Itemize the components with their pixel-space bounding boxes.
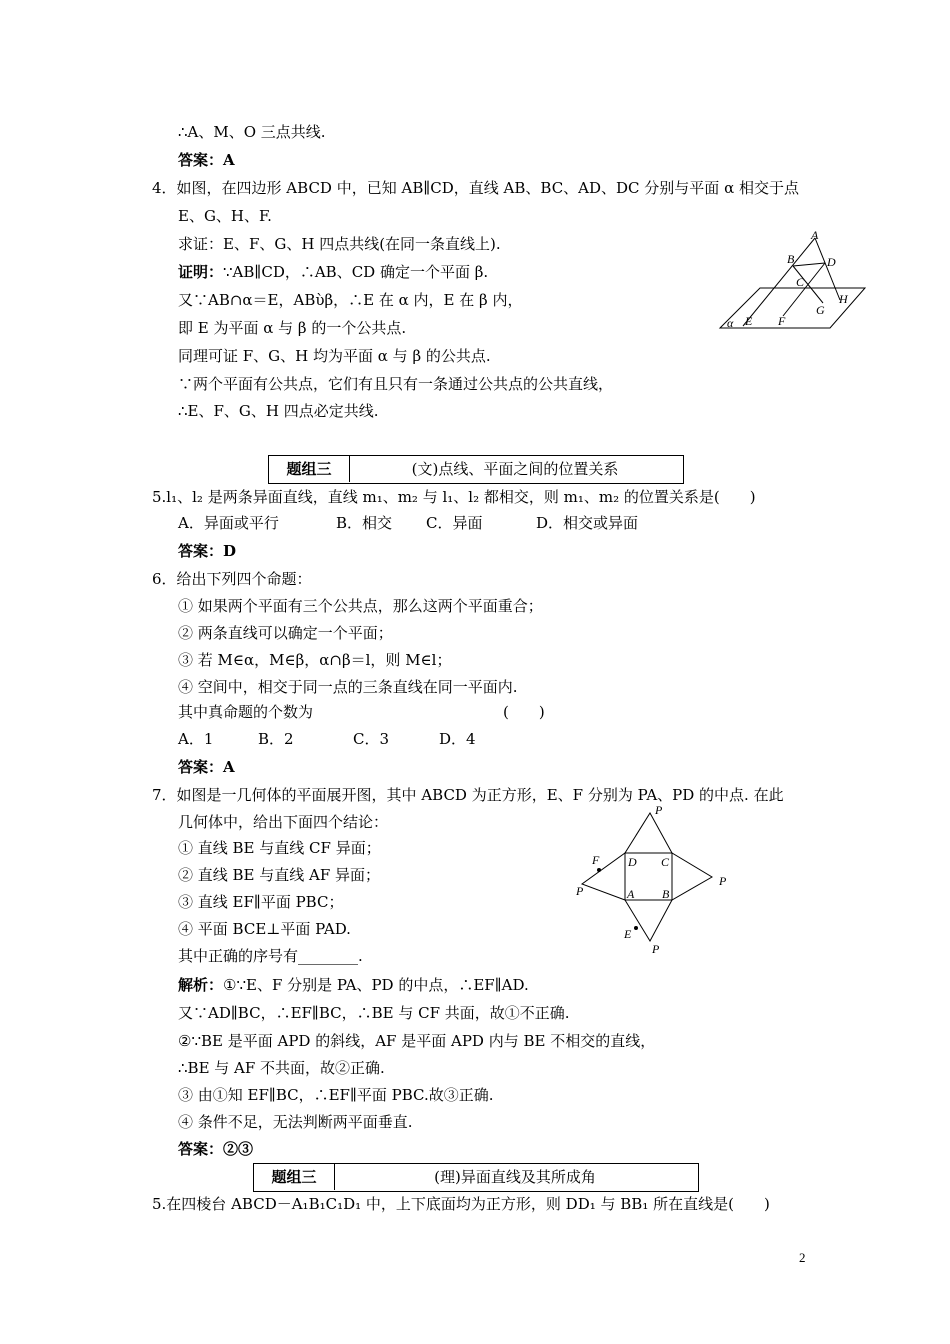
section-name: 题组三: [269, 456, 350, 482]
fig4-label-h: H: [839, 292, 848, 306]
q7-analysis-line6: ④ 条件不足，无法判断两平面垂直.: [178, 1113, 413, 1131]
q4-proof-line4: 同理可证 F、G、H 均为平面 α 与 β 的公共点.: [178, 347, 491, 365]
section-header-wen: [268, 455, 684, 484]
q4-stem-line2: E、G、H、F.: [178, 207, 272, 225]
q6-question: 其中真命题的个数为: [178, 703, 314, 721]
section-title: (文)点线、平面之间的位置关系: [411, 460, 619, 478]
fig4-label-d: D: [827, 255, 836, 269]
analysis-label: 解析：: [178, 976, 224, 994]
q7-item-3: ③ 直线 EF∥平面 PBC；: [178, 893, 344, 911]
q7-item-1: ① 直线 BE 与直线 CF 异面；: [178, 839, 381, 857]
q5-option-d: D．相交或异面: [536, 514, 639, 532]
q6-option-d: D．4: [439, 730, 476, 748]
q4-proof-line5: ∵两个平面有公共点，它们有且只有一条通过公共点的公共直线，: [178, 375, 614, 393]
fig7-label-d: D: [628, 855, 637, 869]
fig7-label-b: B: [662, 887, 670, 901]
q5-option-a: A．异面或平行: [178, 514, 279, 532]
fig7-label-f: F: [592, 853, 600, 867]
q6-answer: 答案：A: [178, 758, 235, 776]
fig4-label-g: G: [816, 303, 825, 317]
q7-question: 其中正确的序号有________.: [178, 947, 363, 965]
q6-item-2: ② 两条直线可以确定一个平面；: [178, 624, 393, 642]
q6-options: [178, 729, 476, 749]
q6-option-a: A．1: [178, 730, 214, 748]
analysis-text-1: ①∵E、F 分别是 PA、PD 的中点，∴EF∥AD.: [223, 976, 529, 994]
fig7-label-c: C: [661, 855, 670, 869]
q7-answer: 答案：②③: [178, 1140, 254, 1158]
q7-analysis-line2: 又∵AD∥BC，∴EF∥BC，∴BE 与 CF 共面，故①不正确.: [178, 1004, 570, 1022]
q7-stem-line2: 几何体中，给出下面四个结论：: [178, 813, 389, 831]
q5-options: [178, 513, 638, 533]
fig7-label-p-top: P: [655, 805, 663, 817]
q7-item-4: ④ 平面 BCE⊥平面 PAD.: [178, 920, 351, 938]
q7-analysis-line3: ②∵BE 是平面 APD 的斜线，AF 是平面 APD 内与 BE 不相交的直线，: [178, 1032, 656, 1050]
q6-option-b: B．2: [258, 730, 294, 748]
q6-paren: ( ): [503, 703, 545, 721]
q7-stem-line1: 7．如图是一几何体的平面展开图，其中 ABCD 为正方形，E、F 分别为 PA、PD 的中点. 在此: [152, 786, 784, 804]
prev-answer: 答案：A: [178, 151, 235, 169]
q5-stem: 5.l₁、l₂ 是两条异面直线，直线 m₁、m₂ 与 l₁、l₂ 都相交，则 m₁、m₂ 的位置关系是( ): [152, 488, 756, 506]
q4-proof-line1: [178, 262, 488, 282]
fig7-label-a: A: [627, 887, 635, 901]
proof-text-1: ∵AB∥CD，∴AB、CD 确定一个平面 β.: [223, 263, 489, 281]
q7-analysis-line5: ③ 由①知 EF∥BC，∴EF∥平面 PBC.故③正确.: [178, 1086, 494, 1104]
q7-analysis-line4: ∴BE 与 AF 不共面，故②正确.: [178, 1059, 385, 1077]
q4-proof-line2: 又∵AB∩α＝E，ABὺβ，∴E 在 α 内，E 在 β 内，: [178, 291, 523, 309]
fig4-label-c: C: [796, 275, 805, 289]
q4-figure: [715, 228, 870, 338]
fig7-label-p-left: P: [576, 884, 584, 898]
q5-option-c: C．异面: [426, 514, 483, 532]
q6-item-1: ① 如果两个平面有三个公共点，那么这两个平面重合；: [178, 597, 543, 615]
q7-analysis-line1: [178, 975, 529, 995]
fig4-label-b: B: [787, 252, 795, 266]
q5-answer: 答案：D: [178, 542, 237, 560]
q6-stem: 6．给出下列四个命题：: [152, 570, 312, 588]
fig7-label-e: E: [624, 927, 632, 941]
fig7-label-p-right: P: [719, 874, 727, 888]
q4-prove-statement: 求证：E、F、G、H 四点共线(在同一条直线上).: [178, 235, 501, 253]
fig4-label-alpha: α: [727, 316, 734, 330]
prev-conclusion: ∴A、M、O 三点共线.: [178, 123, 326, 141]
q6-item-3: ③ 若 M∈α，M∈β，α∩β＝l，则 M∈l；: [178, 651, 452, 669]
section-title: (理)异面直线及其所成角: [434, 1168, 596, 1186]
fig4-label-e: E: [745, 314, 753, 328]
proof-label: 证明：: [178, 263, 224, 281]
fig7-label-p-bottom: P: [652, 942, 660, 956]
q4-proof-line6: ∴E、F、G、H 四点必定共线.: [178, 402, 379, 420]
section-name: 题组三: [254, 1164, 335, 1190]
q6-option-c: C．3: [353, 730, 390, 748]
q7-figure: [570, 805, 740, 957]
q5-option-b: B．相交: [336, 514, 393, 532]
q7-item-2: ② 直线 BE 与直线 AF 异面；: [178, 866, 381, 884]
q4-stem-line1: 4．如图，在四边形 ABCD 中，已知 AB∥CD，直线 AB、BC、AD、DC 分别与平面 α 相交于点: [152, 179, 799, 197]
fig4-label-f: F: [778, 314, 786, 328]
q4-proof-line3: 即 E 为平面 α 与 β 的一个公共点.: [178, 319, 407, 337]
q6-item-4: ④ 空间中，相交于同一点的三条直线在同一平面内.: [178, 678, 518, 696]
page-number: 2: [799, 1250, 806, 1265]
fig4-label-a: A: [811, 228, 819, 242]
section-header-li: [253, 1163, 699, 1192]
q5b-stem: 5.在四棱台 ABCD－A₁B₁C₁D₁ 中，上下底面均为正方形，则 DD₁ 与 BB₁ 所在直线是( ): [152, 1195, 770, 1213]
